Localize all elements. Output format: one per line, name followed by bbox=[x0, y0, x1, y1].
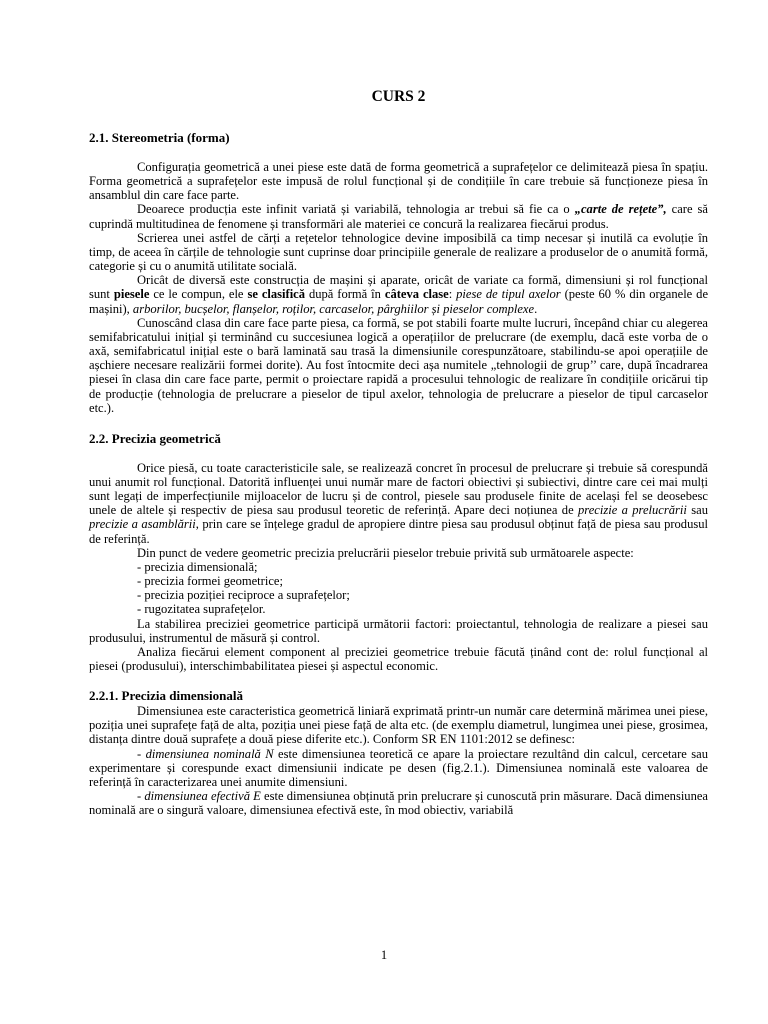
bold-term: piesele bbox=[113, 287, 150, 302]
paragraph bbox=[89, 747, 708, 789]
italic-term: precizie a asamblării bbox=[89, 517, 196, 532]
italic-term: piese de tipul axelor bbox=[456, 287, 561, 302]
text-run: sau bbox=[686, 503, 708, 518]
bold-term: se clasifică bbox=[247, 287, 306, 302]
list-item: - precizia formei geometrice; bbox=[137, 574, 283, 589]
italic-term: dimensiunea nominală N bbox=[145, 746, 274, 761]
italic-term: arborilor, bucșelor, flanșelor, roților, carcaselor, pârghiilor și pieselor complexe bbox=[132, 301, 535, 316]
text-run: Oricât de diversă este construcția de mașini și aparate, oricât de variate ca formă, dimensiuni și rol funcțional sunt bbox=[89, 273, 708, 302]
paragraph bbox=[89, 461, 708, 546]
text-run: - bbox=[137, 789, 145, 804]
text-run: ce le compun, ele bbox=[149, 287, 248, 302]
text-run: după formă în bbox=[305, 287, 385, 302]
bold-term: câteva clase bbox=[384, 287, 449, 302]
page-number: 1 bbox=[380, 948, 388, 962]
paragraph: Din punct de vedere geometric precizia prelucrării pieselor trebuie privită sub următoarele aspecte: bbox=[137, 545, 634, 560]
text-run: : bbox=[448, 287, 457, 302]
paragraph: Scrierea unei astfel de cărți a rețetelor tehnologice devine imposibilă ca timp necesar și inutilă ca evoluție în timp, de aceea în cărțile de tehnologie sunt cuprinse doar principiile generale de realizare a produselor de o anumită formă, categorie și cu o anumită utilitate socială. bbox=[89, 230, 708, 274]
paragraph: Dimensiunea este caracteristica geometrică liniară exprimată printr-un număr care determină mărimea unei piese, poziția unei suprafețe față de alta, poziția unei piese față de alta etc. (de exemplu diametrul, lungimea unei piese, grosimea, distanța dintre două suprafețe a două piese diferite etc.). Conform SR EN 1101:2012 se definesc: bbox=[89, 704, 708, 747]
text-run: este dimensiunea teoretică ce apare la proiectare rezultând din calcul, cercetare sau experimentare și corespunde exact dimensiunii indicate pe desen (fig.2.1.). Dimensiunea nominală este valoarea de referință în caracterizarea unei anumite dimensiuni. bbox=[89, 746, 708, 789]
paragraph: Analiza fiecărui element component al preciziei geometrice trebuie făcută ținând cont de: rolul funcțional al piesei (produsului), interschimbabilitatea piesei și aspectul economic. bbox=[89, 644, 708, 673]
paragraph bbox=[89, 273, 708, 315]
subsection-heading-precizia-dimensionala: 2.2.1. Precizia dimensională bbox=[89, 688, 243, 704]
paragraph: La stabilirea preciziei geometrice participă următorii factori: proiectantul, tehnologia de realizare a piesei sau produsului, instrumentul de măsură și control. bbox=[89, 616, 708, 645]
italic-term: dimensiunea efectivă E bbox=[144, 789, 261, 804]
text-run: care să cuprindă multitudinea de fenomene și transformări ale materiei ce concură la realizarea fiecărui produs. bbox=[89, 202, 708, 231]
text-run: (peste 60 % din organele de mașini), bbox=[89, 287, 709, 316]
section-heading-stereometria: 2.1. Stereometria (forma) bbox=[89, 130, 230, 145]
text-run: , prin care se înțelege gradul de apropiere dintre piesa sau produsul obținut față de piesa sau produsul de referință. bbox=[89, 517, 708, 546]
text-run: . bbox=[534, 301, 538, 316]
list-item: - rugozitatea suprafețelor. bbox=[137, 602, 266, 617]
paragraph: Cunoscând clasa din care face parte piesa, ca formă, se pot stabili foarte multe lucruri, începând chiar cu alegerea semifabricatului inițial și terminând cu succesiunea logică a operațiilor de prelucrare (de exemplu, dacă este vorba de o axă, semifabricatul inițial este o bară laminată sau trasă la dimensiunile corespunzătoare, stabilindu-se apoi operațiile de așchiere necesare realizării formei dorite). Au fost întocmite deci așa numitele „tehnologii de grup’’ care, după încadrarea piesei în clasa din care face parte, permit o proiectare rapidă a procesului tehnologic de realizare în condițiile oricărui tip de producție (tehnologia de prelucrare a pieselor de tipul axelor, tehnologia de prelucrare a pieselor de tipul carcaselor etc.). bbox=[89, 315, 708, 415]
paragraph bbox=[89, 789, 708, 817]
aspects-list bbox=[89, 560, 708, 617]
paragraph bbox=[89, 202, 708, 230]
list-item: - precizia dimensională; bbox=[137, 559, 258, 574]
italic-term: precizie a prelucrării bbox=[578, 503, 687, 518]
document-title: CURS 2 bbox=[371, 88, 426, 105]
paragraph: Configurația geometrică a unei piese este dată de forma geometrică a suprafețelor ce delimitează piesa în spațiu. Forma geometrică a suprafețelor este impusă de rolul funcțional și de condițiile în care trebuie să funcționeze piesa în ansamblul din care face parte. bbox=[89, 160, 708, 203]
text-run: este dimensiunea obținută prin prelucrare și cunoscută prin măsurare. Dacă dimensiunea nominală are o singură valoare, dimensiunea efectivă este, în mod obiectiv, variabilă bbox=[89, 789, 708, 818]
text-run: Orice piesă, cu toate caracteristicile sale, se realizează concret în procesul de prelucrare și trebuie să corespundă unui anumit rol funcțional. Datorită influenței unui număr mare de factori obiectivi și subiectivi, dintre care cei mai mulți sunt legați de imperfecțiunile mijloacelor de lucru și de control, piesele sau produsele finite de același fel se deosebesc unele de altele și respectiv de piesa sau produsul teoretic de referință. Apare deci noțiunea de bbox=[89, 460, 708, 518]
text-run: - bbox=[137, 746, 146, 761]
section-heading-precizia-geometrica: 2.2. Precizia geometrică bbox=[89, 430, 221, 446]
text-run: Deoarece producția este infinit variată și variabilă, tehnologia ar trebui să fie ca o bbox=[137, 202, 575, 217]
list-item: - precizia poziției reciproce a suprafețelor; bbox=[137, 588, 350, 603]
emphasis-carte-de-retete: „carte de rețete”, bbox=[574, 202, 667, 217]
